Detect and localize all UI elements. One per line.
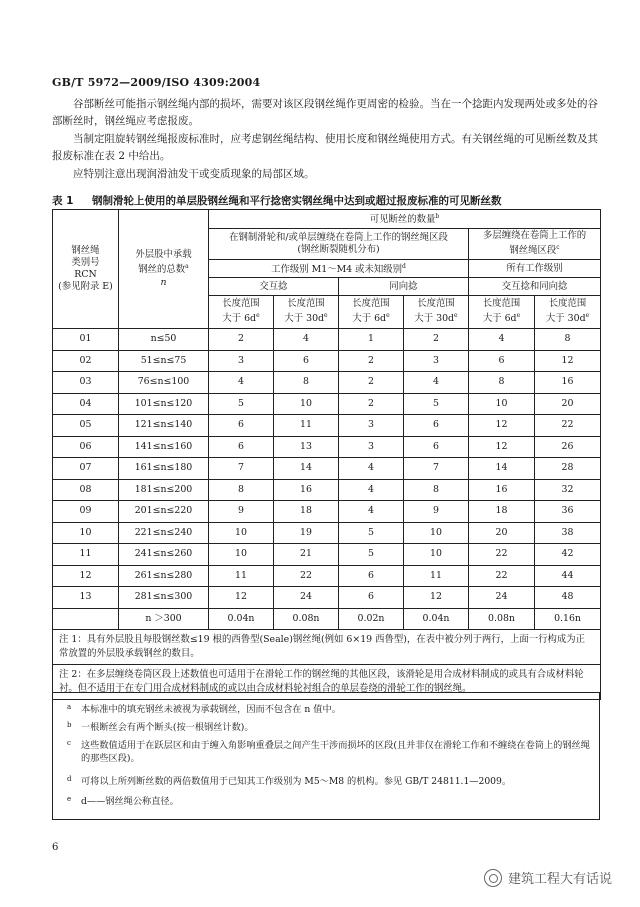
- table-cell: 10: [404, 544, 469, 566]
- footnote: [67, 795, 593, 808]
- table-cell: 44: [535, 565, 601, 587]
- table-row: [53, 587, 601, 609]
- table-cell: 8: [274, 372, 339, 394]
- table-row: [53, 544, 601, 566]
- footnote-text: 可将以上所列断丝数的两倍数值用于已知其工作级别为 M5～M8 的机构。参见 GB/T 24811.1—2009。: [81, 776, 512, 787]
- table-cell: 32: [535, 479, 601, 501]
- table-cell: 2: [339, 372, 404, 394]
- table-cell: 13: [274, 436, 339, 458]
- table-cell: 141≤n≤160: [119, 436, 209, 458]
- table-cell: 281≤n≤300: [119, 587, 209, 609]
- footnote-text: 一根断丝会有两个断头(按一根钢丝计数)。: [81, 722, 254, 733]
- table-cell: 28: [535, 458, 601, 480]
- table-cell: 5: [339, 522, 404, 544]
- header-wire-count: 外层股中承载 钢丝的总数$^a$ n: [119, 210, 209, 329]
- table-row: [53, 501, 601, 523]
- table-cell: 6: [274, 350, 339, 372]
- table-cell: 6: [469, 350, 535, 372]
- table-caption: [52, 193, 600, 208]
- header-length-range: 长度范围 大于 $6d^e$: [469, 296, 535, 329]
- footnote-mark: d: [67, 775, 72, 783]
- table-cell: 07: [53, 458, 119, 480]
- table-cell: 22: [469, 544, 535, 566]
- table-cell: 6: [339, 565, 404, 587]
- footnote-mark: e: [67, 795, 72, 803]
- table-cell: 4: [339, 479, 404, 501]
- table-cell: 10: [209, 544, 274, 566]
- table-cell: 42: [535, 544, 601, 566]
- table-cell: 18: [469, 501, 535, 523]
- table-note-1: 注 1：具有外层股且每股钢丝数≤19 根的西鲁型(Seale)钢丝绳(例如 6×19 西鲁型)，在表中被分列于两行，上面一行构成为正常放置的外层股承载钢丝的数目。: [53, 630, 601, 665]
- table-cell: 6: [209, 436, 274, 458]
- header-class-all: 所有工作级别: [469, 260, 601, 278]
- table-cell: 6: [404, 415, 469, 437]
- table-number: 表 1: [52, 195, 74, 207]
- table-cell: n ＞300: [119, 608, 209, 630]
- broken-wire-table: [52, 209, 601, 700]
- table-row: [53, 350, 601, 372]
- table-cell: 76≤n≤100: [119, 372, 209, 394]
- header-visible-breaks: 可见断丝的数量$^b$: [209, 210, 601, 229]
- table-cell: 10: [53, 522, 119, 544]
- table-cell: 20: [535, 393, 601, 415]
- footnote-mark: c: [67, 739, 71, 747]
- paragraph-1: 谷部断丝可能指示钢丝绳内部的损坏，需要对该区段钢丝绳作更周密的检验。当在一个捻距内发现两处或多处的谷部断丝时，钢丝绳应考虑报废。: [52, 98, 598, 127]
- table-cell: 5: [209, 393, 274, 415]
- table-cell: 10: [469, 393, 535, 415]
- footnote-mark: a: [67, 703, 72, 711]
- table-cell: 0.16n: [535, 608, 601, 630]
- table-cell: 121≤n≤140: [119, 415, 209, 437]
- table-cell: 4: [339, 458, 404, 480]
- table-cell: 8: [209, 479, 274, 501]
- table-cell: 5: [404, 393, 469, 415]
- table-cell: 0.02n: [339, 608, 404, 630]
- table-cell: 3: [404, 350, 469, 372]
- footnote-mark: b: [67, 721, 72, 729]
- table-cell: 11: [404, 565, 469, 587]
- table-cell: 3: [339, 436, 404, 458]
- table-cell: 22: [469, 565, 535, 587]
- table-cell: 06: [53, 436, 119, 458]
- table-cell: 6: [339, 587, 404, 609]
- watermark: [484, 868, 612, 887]
- paragraph-3: 应特别注意出现润滑油发干或变质现象的局部区域。: [73, 168, 315, 180]
- table-cell: 10: [404, 522, 469, 544]
- table-cell: 24: [274, 587, 339, 609]
- table-cell: 12: [53, 565, 119, 587]
- footnote-text: 本标准中的填充钢丝未被视为承载钢丝，因而不包含在 n 值中。: [81, 704, 341, 715]
- table-row: [53, 372, 601, 394]
- table-cell: 0.04n: [209, 608, 274, 630]
- table-cell: 161≤n≤180: [119, 458, 209, 480]
- wechat-logo-icon: [484, 869, 502, 887]
- table-cell: 36: [535, 501, 601, 523]
- table-cell: 181≤n≤200: [119, 479, 209, 501]
- header-rcn: 钢丝绳 类别号 RCN (参见附录 E): [53, 210, 119, 329]
- table-cell: 8: [404, 479, 469, 501]
- table-cell: 10: [209, 522, 274, 544]
- table-cell: 04: [53, 393, 119, 415]
- table-cell: 13: [53, 587, 119, 609]
- table-cell: 5: [339, 544, 404, 566]
- table-cell: 12: [404, 587, 469, 609]
- table-cell: 8: [469, 372, 535, 394]
- table-row: [53, 393, 601, 415]
- header-class-m1-m4: 工作级别 M1～M4 或未知级别$^d$: [209, 260, 469, 278]
- table-cell: 22: [274, 565, 339, 587]
- table-cell: 0.08n: [274, 608, 339, 630]
- table-cell: 01: [53, 329, 119, 351]
- table-cell: 201≤n≤220: [119, 501, 209, 523]
- table-cell: 0.08n: [469, 608, 535, 630]
- footnote: [67, 775, 593, 788]
- table-cell: 26: [535, 436, 601, 458]
- table-cell: 4: [209, 372, 274, 394]
- table-row: [53, 415, 601, 437]
- table-cell: 4: [339, 501, 404, 523]
- table-cell: [53, 608, 119, 630]
- table-cell: 7: [209, 458, 274, 480]
- table-row: [53, 329, 601, 351]
- table-cell: 12: [469, 415, 535, 437]
- table-cell: n≤50: [119, 329, 209, 351]
- table-cell: 9: [209, 501, 274, 523]
- table-cell: 1: [339, 329, 404, 351]
- table-cell: 11: [274, 415, 339, 437]
- table-cell: 4: [404, 372, 469, 394]
- table-cell: 20: [469, 522, 535, 544]
- table-cell: 12: [469, 436, 535, 458]
- table-cell: 6: [404, 436, 469, 458]
- table-row: [53, 479, 601, 501]
- footnote: [67, 703, 593, 716]
- table-cell: 51≤n≤75: [119, 350, 209, 372]
- table-cell: 19: [274, 522, 339, 544]
- table-cell: 11: [53, 544, 119, 566]
- footnote-text: 这些数值适用于在跃层区和由于缠入角影响重叠层之间产生干涉而损坏的区段(且并非仅在滑轮工作和不缠绕在卷筒上的钢丝绳的那些区段)。: [81, 740, 590, 764]
- standard-code: GB/T 5972—2009/ISO 4309:2004: [52, 76, 261, 89]
- header-length-range: 长度范围 大于 $30d^e$: [274, 296, 339, 329]
- table-cell: 7: [404, 458, 469, 480]
- header-length-range: 长度范围 大于 $30d^e$: [404, 296, 469, 329]
- table-cell: 24: [469, 587, 535, 609]
- table-cell: 261≤n≤280: [119, 565, 209, 587]
- table-title: 钢制滑轮上使用的单层股钢丝绳和平行捻密实钢丝绳中达到或超过报废标准的可见断丝数: [92, 195, 502, 207]
- header-length-range: 长度范围 大于 $6d^e$: [209, 296, 274, 329]
- table-cell: 221≤n≤240: [119, 522, 209, 544]
- table-cell: 241≤n≤260: [119, 544, 209, 566]
- table-cell: 16: [274, 479, 339, 501]
- table-cell: 21: [274, 544, 339, 566]
- header-multi-layer-section: 多层缠绕在卷筒上工作的 钢丝绳区段$^c$: [469, 229, 601, 260]
- table-cell: 12: [209, 587, 274, 609]
- table-cell: 08: [53, 479, 119, 501]
- table-cell: 6: [209, 415, 274, 437]
- table-cell: 18: [274, 501, 339, 523]
- table-row: [53, 436, 601, 458]
- table-cell: 101≤n≤120: [119, 393, 209, 415]
- table-cell: 8: [535, 329, 601, 351]
- table-cell: 14: [469, 458, 535, 480]
- table-cell: 2: [339, 350, 404, 372]
- footnotes-box: [52, 692, 600, 820]
- table-cell: 16: [469, 479, 535, 501]
- page-number: 6: [52, 842, 59, 853]
- header-single-layer-section: 在钢制滑轮和/或单层缠绕在卷筒上工作的钢丝绳区段 (钢丝断裂随机分布): [209, 229, 469, 260]
- table-row: [53, 458, 601, 480]
- table-cell: 12: [535, 350, 601, 372]
- table-cell: 16: [535, 372, 601, 394]
- table-cell: 14: [274, 458, 339, 480]
- table-row: [53, 522, 601, 544]
- footnote: [67, 739, 593, 765]
- header-both-lay: 交互捻和同向捻: [469, 278, 601, 296]
- table-cell: 22: [535, 415, 601, 437]
- header-lang-lay: 同向捻: [339, 278, 469, 296]
- header-length-range: 长度范围 大于 $6d^e$: [339, 296, 404, 329]
- paragraph-2: 当制定阻旋转钢丝绳报废标准时，应考虑钢丝绳结构、使用长度和钢丝绳使用方式。有关钢丝绳的可见断丝数及其报废标准在表 2 中给出。: [52, 133, 598, 162]
- header-cross-lay: 交互捻: [209, 278, 339, 296]
- table-cell: 4: [274, 329, 339, 351]
- table-cell: 09: [53, 501, 119, 523]
- table-cell: 4: [469, 329, 535, 351]
- table-cell: 10: [274, 393, 339, 415]
- watermark-text: 建筑工程大有话说: [507, 872, 612, 887]
- footnote: [67, 721, 593, 734]
- table-cell: 2: [209, 329, 274, 351]
- footnote-text: d——钢丝绳公称直径。: [81, 796, 179, 807]
- table-cell: 02: [53, 350, 119, 372]
- table-cell: 2: [339, 393, 404, 415]
- table-cell: 11: [209, 565, 274, 587]
- table-row: [53, 608, 601, 630]
- table-cell: 3: [209, 350, 274, 372]
- table-cell: 2: [404, 329, 469, 351]
- table-note-2: 注 2：在多层缠绕卷筒区段上述数值也可适用于在滑轮工作的钢丝绳的其他区段，该滑轮是用合成材料制成的或具有合成材料轮衬。但不适用于在专门用合成材料制成的或以由合成材料轮衬组合的单层卷绕的滑轮工作的钢丝绳。: [53, 665, 601, 700]
- table-cell: 3: [339, 415, 404, 437]
- table-cell: 05: [53, 415, 119, 437]
- table-cell: 03: [53, 372, 119, 394]
- table-row: [53, 565, 601, 587]
- table-cell: 0.04n: [404, 608, 469, 630]
- header-length-range: 长度范围 大于 $30d^e$: [535, 296, 601, 329]
- table-cell: 9: [404, 501, 469, 523]
- table-cell: 38: [535, 522, 601, 544]
- table-cell: 48: [535, 587, 601, 609]
